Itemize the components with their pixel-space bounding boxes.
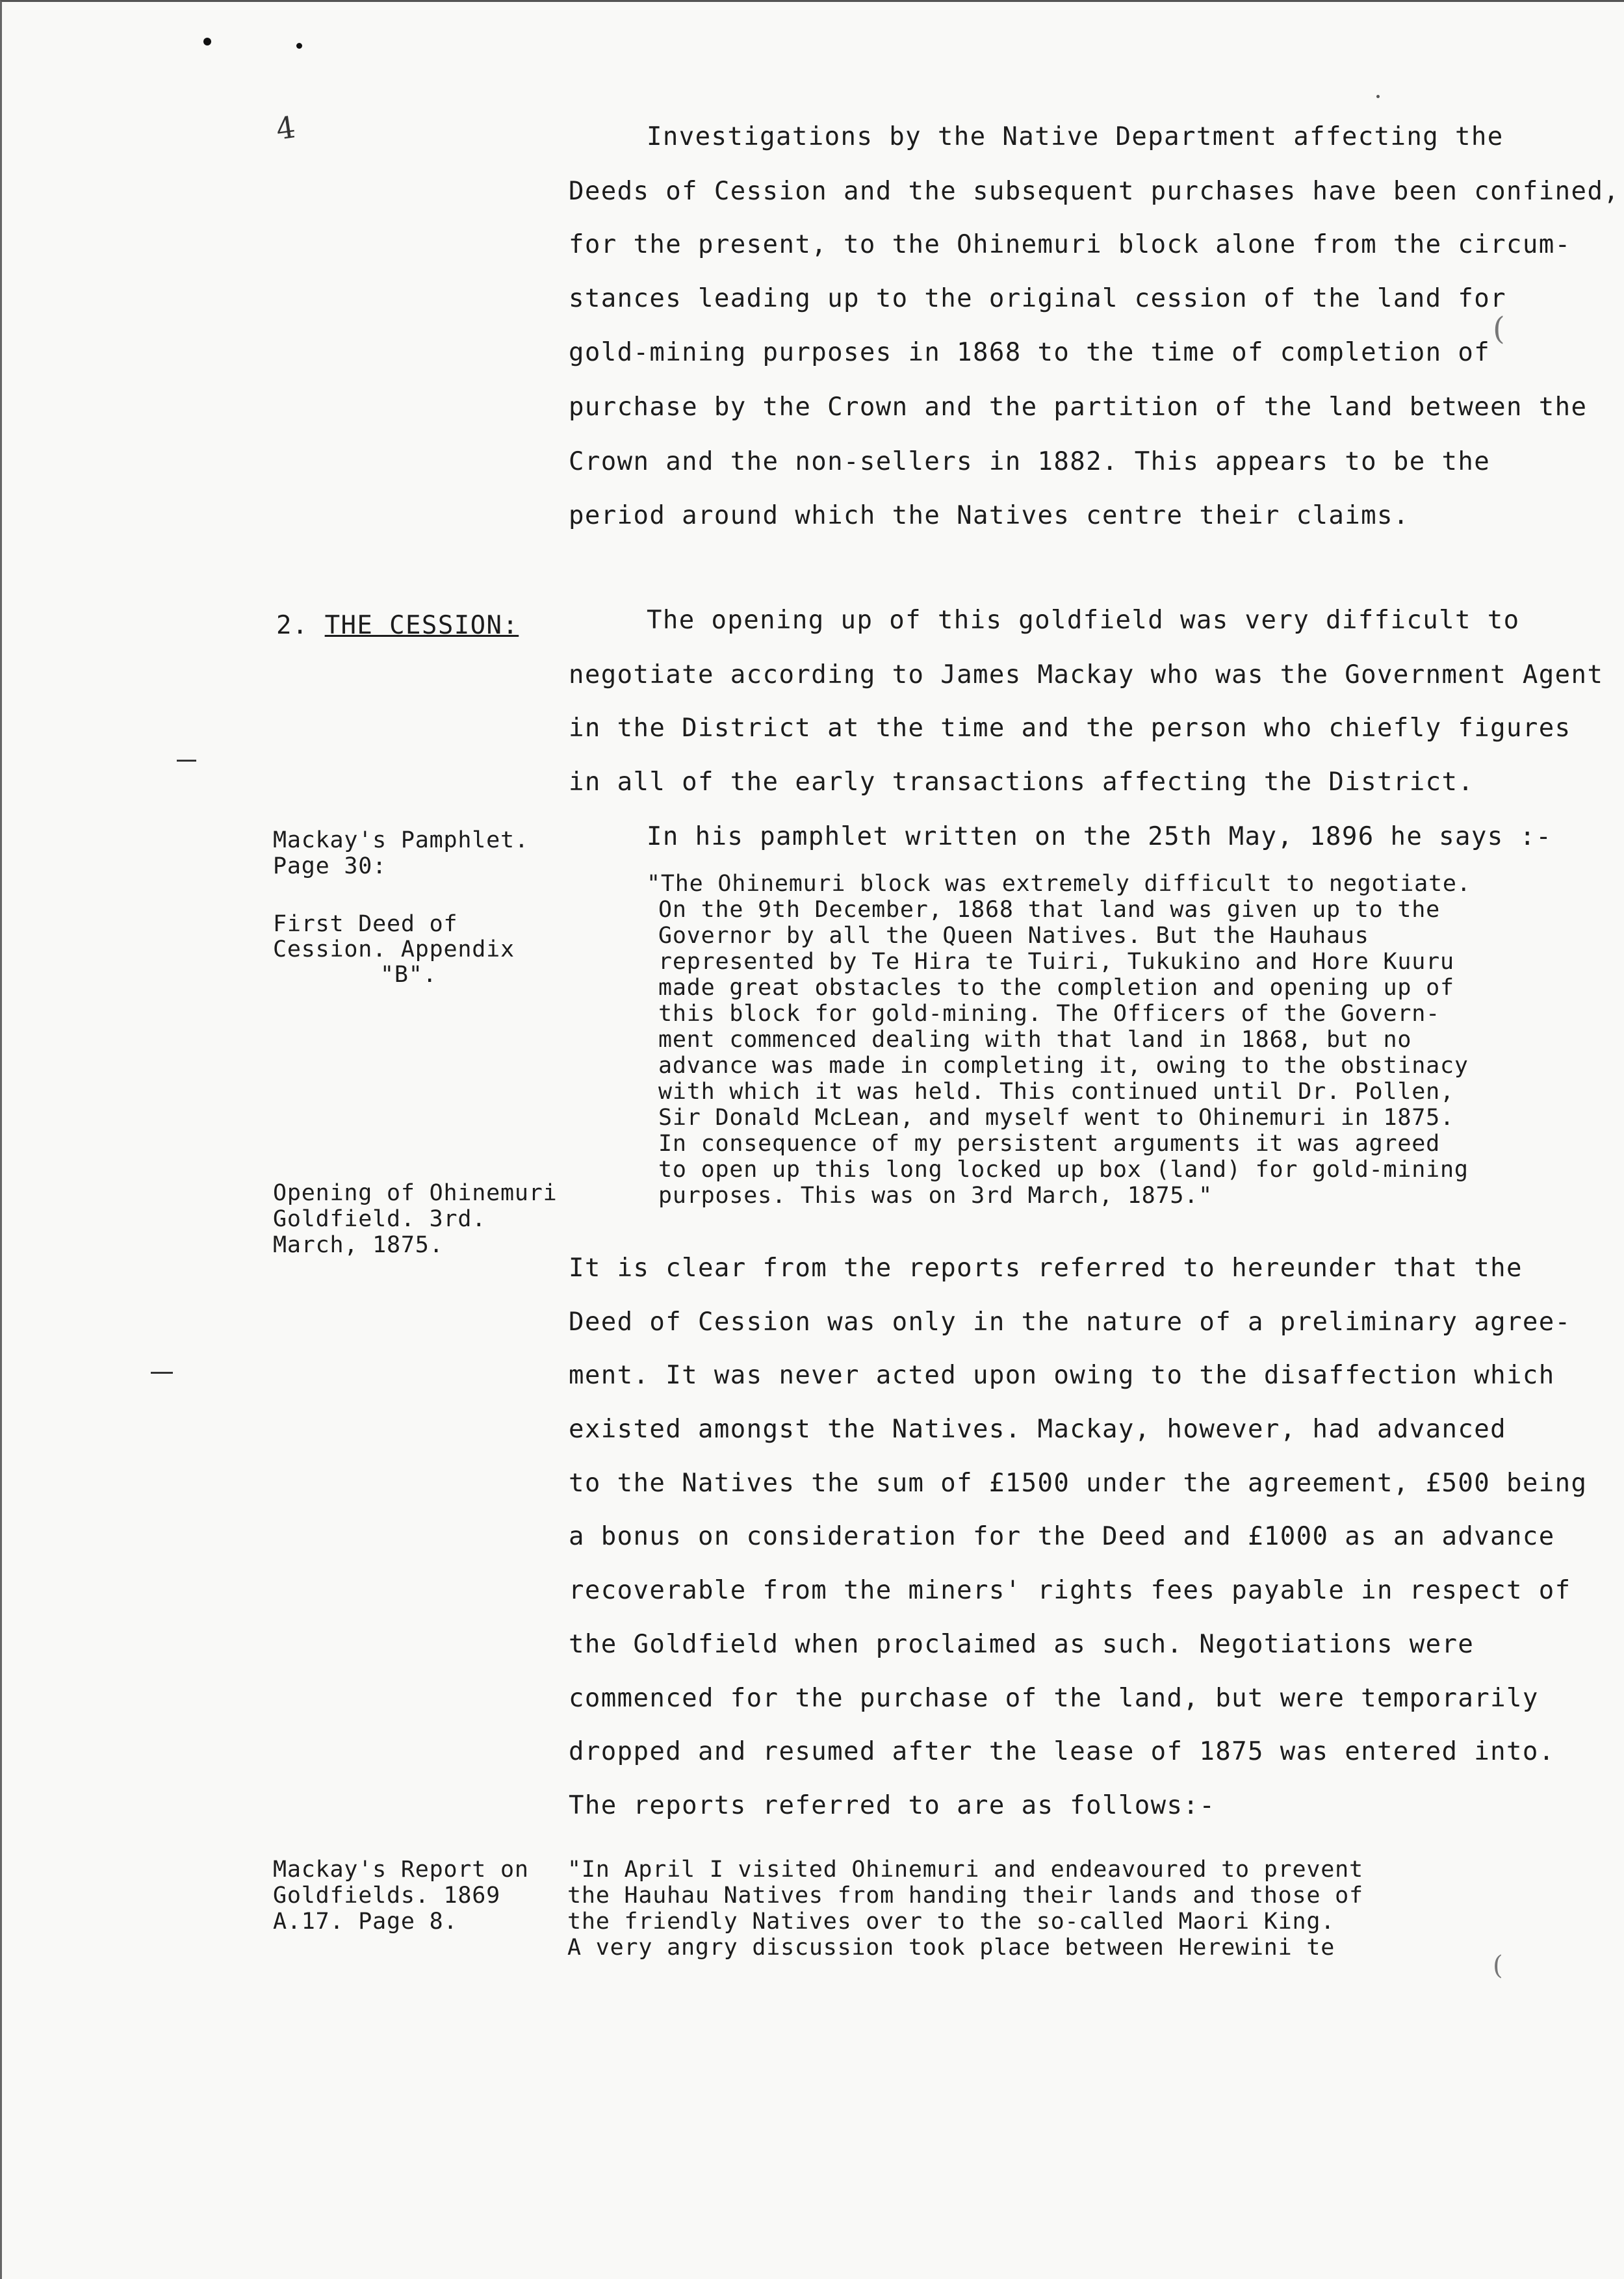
pamphlet-quote-line: to open up this long locked up box (land) for gold-mining xyxy=(658,1157,1469,1183)
intro-line: Crown and the non-sellers in 1882. This appears to be the xyxy=(569,447,1491,476)
stray-mark: ( xyxy=(1493,311,1505,347)
section-line: negotiate according to James Mackay who was the Government Agent xyxy=(569,660,1604,689)
intro-line: for the present, to the Ohinemuri block alone from the circum- xyxy=(569,230,1571,259)
section-line: in the District at the time and the person who chiefly figures xyxy=(569,714,1571,743)
edge-mark xyxy=(177,760,196,762)
section-line: The opening up of this goldfield was very difficult to xyxy=(647,606,1520,635)
ink-speck xyxy=(1376,95,1380,98)
body-line: dropped and resumed after the lease of 1875 was entered into. xyxy=(569,1737,1555,1766)
pamphlet-quote-line: advance was made in completing it, owing to the obstinacy xyxy=(658,1053,1469,1079)
margin-note-deed: "B". xyxy=(380,962,437,988)
pamphlet-quote-line: On the 9th December, 1868 that land was given up to the xyxy=(658,897,1440,923)
body-line: commenced for the purchase of the land, but were temporarily xyxy=(569,1684,1539,1713)
pamphlet-quote-line: ment commenced dealing with that land in 1868, but no xyxy=(658,1027,1412,1053)
report-quote-line: "In April I visited Ohinemuri and endeavoured to prevent xyxy=(567,1857,1363,1883)
body-line: to the Natives the sum of £1500 under the agreement, £500 being xyxy=(569,1469,1588,1498)
stray-mark: ( xyxy=(1493,1951,1503,1981)
section-number: 2. xyxy=(276,611,309,640)
pamphlet-quote-line: Sir Donald McLean, and myself went to Ohinemuri in 1875. xyxy=(658,1105,1454,1131)
pamphlet-intro: In his pamphlet written on the 25th May, 1896 he says :- xyxy=(647,822,1553,851)
report-quote-line: the Hauhau Natives from handing their lands and those of xyxy=(567,1883,1363,1909)
ink-speck xyxy=(296,43,302,49)
body-line: the Goldfield when proclaimed as such. Negotiations were xyxy=(569,1630,1475,1659)
margin-note-opening: Opening of Ohinemuri xyxy=(273,1180,558,1206)
pamphlet-quote-line: purposes. This was on 3rd March, 1875." xyxy=(658,1183,1213,1209)
margin-note-report: Mackay's Report on xyxy=(273,1857,529,1883)
section-line: in all of the early transactions affecting the District. xyxy=(569,767,1475,797)
intro-line: stances leading up to the original cession of the land for xyxy=(569,284,1507,313)
intro-line: period around which the Natives centre their claims. xyxy=(569,501,1410,530)
pamphlet-quote-line: Governor by all the Queen Natives. But the Hauhaus xyxy=(658,923,1369,949)
intro-line: Deeds of Cession and the subsequent purchases have been confined, xyxy=(569,177,1620,206)
body-line: existed amongst the Natives. Mackay, however, had advanced xyxy=(569,1415,1507,1444)
margin-note-pamphlet: Page 30: xyxy=(273,853,387,879)
pamphlet-quote-line: represented by Te Hira te Tuiri, Tukukino and Hore Kuuru xyxy=(658,949,1454,975)
section-title: THE CESSION: xyxy=(324,611,519,640)
pamphlet-quote-line: made great obstacles to the completion and opening up of xyxy=(658,975,1454,1001)
report-quote-line: the friendly Natives over to the so-called Maori King. xyxy=(567,1909,1335,1935)
intro-line: purchase by the Crown and the partition of the land between the xyxy=(569,393,1588,422)
body-line: ment. It was never acted upon owing to the disaffection which xyxy=(569,1361,1555,1390)
margin-note-report: A.17. Page 8. xyxy=(273,1909,458,1935)
intro-line: Investigations by the Native Department affecting the xyxy=(647,122,1504,151)
pamphlet-quote-line: this block for gold-mining. The Officers of the Govern- xyxy=(658,1001,1440,1027)
body-line: Deed of Cession was only in the nature of a preliminary agree- xyxy=(569,1307,1571,1337)
body-line: The reports referred to are as follows:- xyxy=(569,1791,1216,1820)
section-heading xyxy=(276,611,519,640)
folio-number: 4 xyxy=(274,109,298,147)
intro-line: gold-mining purposes in 1868 to the time of completion of xyxy=(569,338,1491,367)
pamphlet-quote-line: "The Ohinemuri block was extremely difficult to negotiate. xyxy=(647,871,1471,897)
ink-speck xyxy=(203,38,211,45)
margin-note-deed: Cession. Appendix xyxy=(273,936,515,962)
margin-note-opening: Goldfield. 3rd. xyxy=(273,1206,487,1232)
body-line: It is clear from the reports referred to hereunder that the xyxy=(569,1254,1523,1283)
report-quote-line: A very angry discussion took place between Herewini te xyxy=(567,1935,1335,1961)
margin-note-deed: First Deed of xyxy=(273,911,458,937)
margin-note-report: Goldfields. 1869 xyxy=(273,1883,500,1909)
margin-note-opening: March, 1875. xyxy=(273,1232,444,1258)
edge-mark xyxy=(151,1372,173,1374)
body-line: recoverable from the miners' rights fees payable in respect of xyxy=(569,1576,1571,1605)
margin-note-pamphlet: Mackay's Pamphlet. xyxy=(273,827,529,853)
pamphlet-quote-line: with which it was held. This continued until Dr. Pollen, xyxy=(658,1079,1454,1105)
pamphlet-quote-line: In consequence of my persistent arguments it was agreed xyxy=(658,1131,1440,1157)
body-line: a bonus on consideration for the Deed and £1000 as an advance xyxy=(569,1522,1555,1551)
